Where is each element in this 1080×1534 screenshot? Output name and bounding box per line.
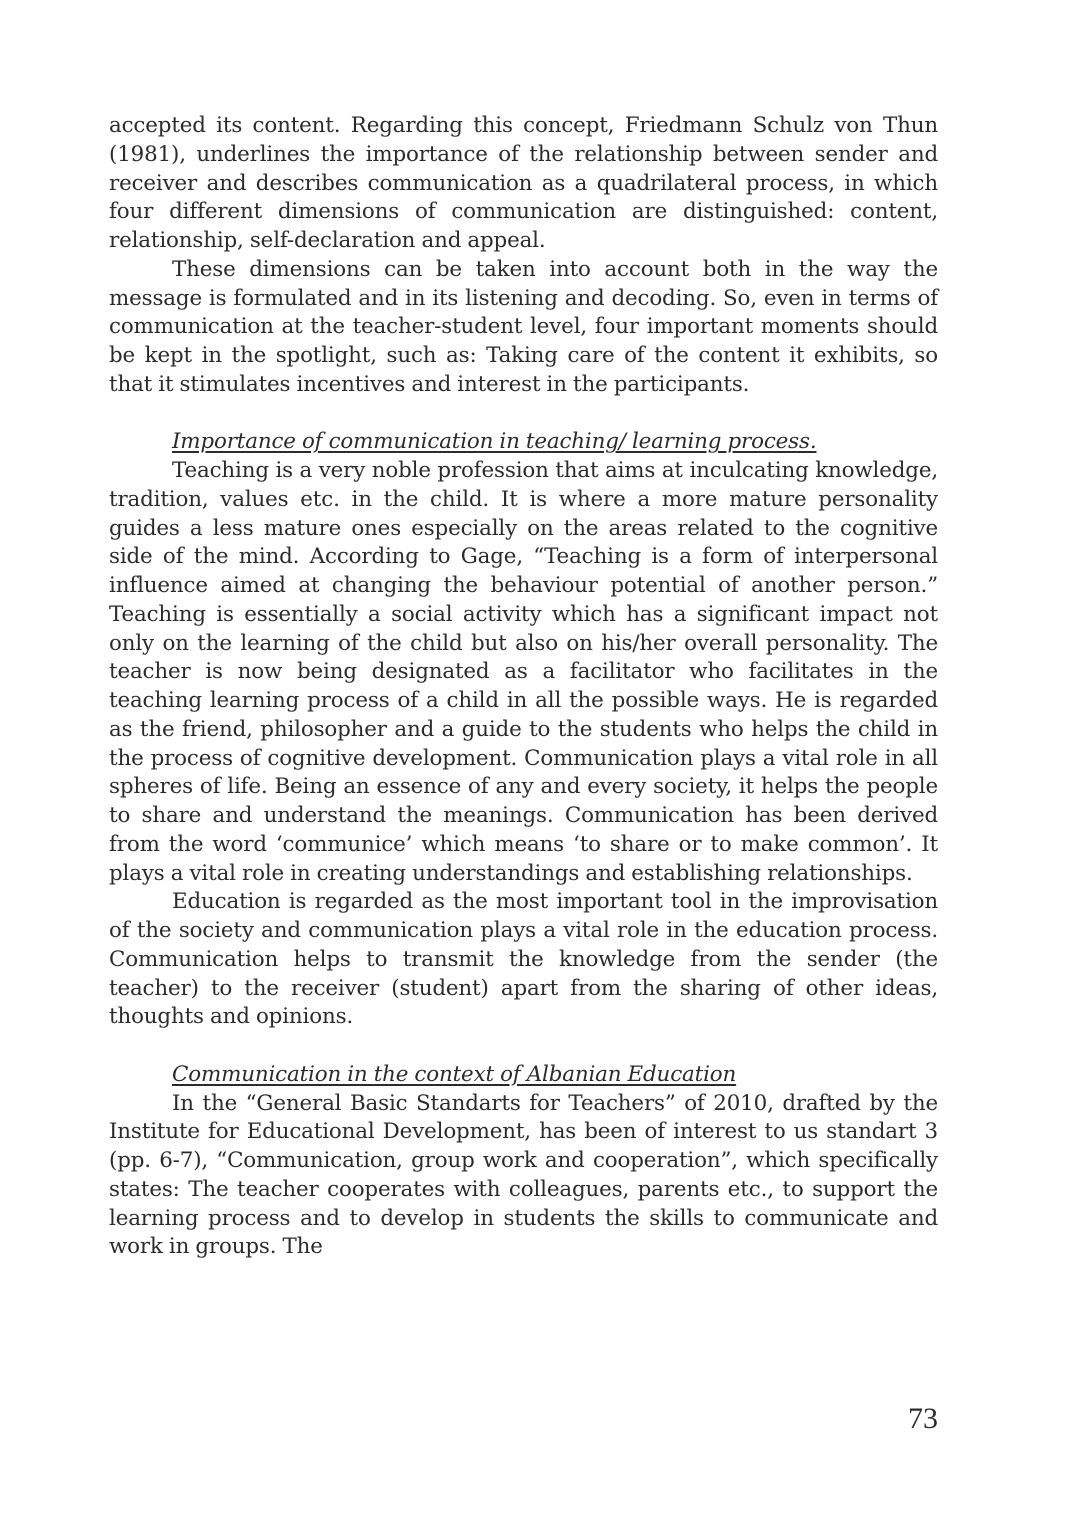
paragraph-education-tool: Education is regarded as the most important tool in the improvisation of the society and communication plays a vital role in the education process. Communication helps to transmit the knowledge from the sender (the teacher) to the receiver (student) apart from the sharing of other ideas, thoughts and opinions. [109,889,938,1030]
section-heading-importance-of-communication: Importance of communication in teaching/ learning process. [172,429,817,455]
paragraph-teaching-profession: Teaching is a very noble profession that aims at inculcating knowledge, tradition, values etc. in the child. It is where a more mature personality guides a less mature ones especially on the areas related to the cognitive side of the mind. According to Gage, “Teaching is a form of interpersonal influence aimed at changing the behaviour potential of another person.” Teaching is essentially a social activity which has a significant impact not only on the learning of the child but also on his/her overall personality. The teacher is now being designated as a facilitator who facilitates in the teaching learning process of a child in all the possible ways. He is regarded as the friend, philosopher and a guide to the students who helps the child in the process of cognitive development. Communication plays a vital role in all spheres of life. Being an essence of any and every society, it helps the people to share and understand the meanings. Communication has been derived from the word ‘communice’ which means ‘to share or to make common’. It plays a vital role in creating understandings and establishing relationships. [109,458,938,886]
document-page [109,112,938,1262]
section-heading-albanian-education: Communication in the context of Albanian Education [172,1061,737,1087]
paragraph-dimensions: These dimensions can be taken into account both in the way the message is formulated and in its listening and decoding. So, even in terms of communication at the teacher-student level, four important moments should be kept in the spotlight, such as: Taking care of the content it exhibits, so that it stimulates incentives and interest in the participants. [109,256,938,397]
paragraph-schulz-von-thun: accepted its content. Regarding this concept, Friedmann Schulz von Thun (1981), underlines the importance of the relationship between sender and receiver and describes communication as a quadrilateral process, in which four different dimensions of communication are distinguished: content, relationship, self-declaration and appeal. [109,113,938,253]
paragraph-general-basic-standards: In the “General Basic Standarts for Teachers” of 2010, drafted by the Institute for Educational Development, has been of interest to us standart 3 (pp. 6-7), “Communication, group work and cooperation”, which specifically states: The teacher cooperates with colleagues, parents etc., to support the learning process and to develop in students the skills to communicate and work in groups. The [109,1090,938,1260]
page-number: 73 [908,1402,938,1435]
